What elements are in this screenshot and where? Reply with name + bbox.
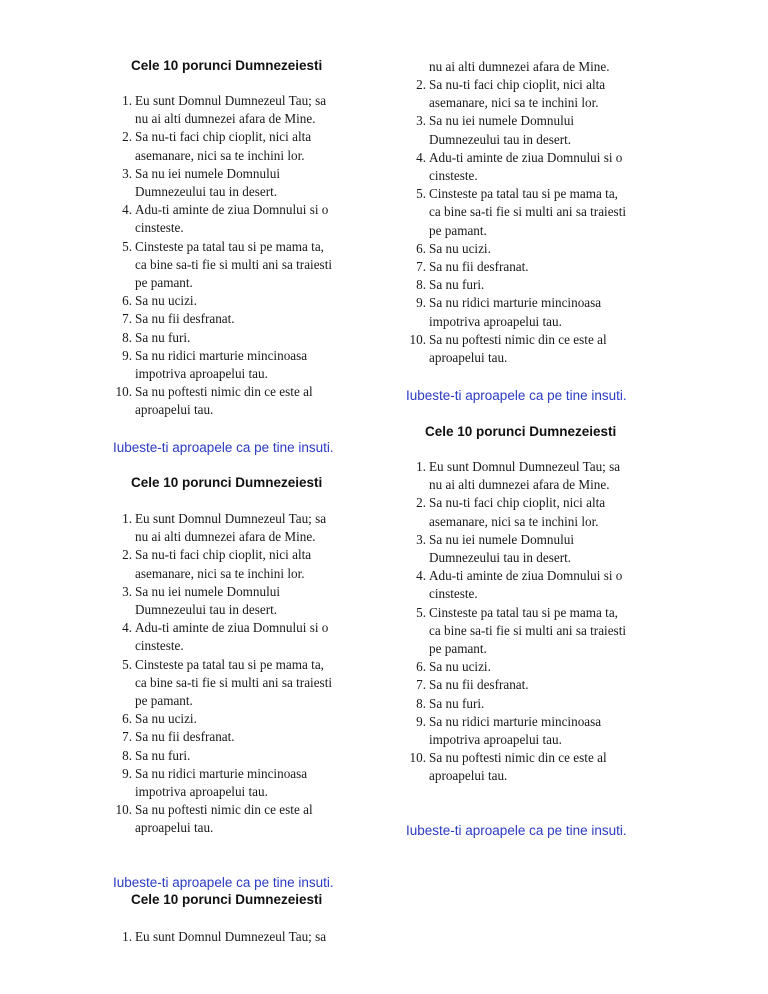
block3-list (114, 928, 370, 946)
right-block2-list (408, 458, 664, 786)
list-item: 4. Adu-ti aminte de ziua Domnului si o cinsteste. (122, 202, 329, 236)
block1-footer-link[interactable]: Iubeste-ti aproapele ca pe tine insuti. (113, 440, 334, 455)
list-item: 3. Sa nu iei numele Domnului Dumnezeului tau in desert. (122, 165, 281, 200)
block2-title: Cele 10 porunci Dumnezeiesti (131, 475, 323, 490)
list-item: 10. Sa nu poftesti nimic din ce este al aproapelui tau. (115, 802, 313, 836)
list-item: 9. Sa nu ridici marturie mincinoasa impotriva aproapelui tau. (122, 347, 308, 382)
list-item: 7. Sa nu fii desfranat. (122, 729, 235, 745)
list-item: 10. Sa nu poftesti nimic din ce este al aproapelui tau. (115, 384, 313, 418)
list-item: 5. Cinsteste pa tatal tau si pe mama ta, ca bine sa-ti fie si multi ani sa traiesti pe pamant. (122, 656, 333, 709)
list-item: 7. Sa nu fii desfranat. (416, 259, 529, 275)
list-item: 10. Sa nu poftesti nimic din ce este al aproapelui tau. (409, 750, 607, 784)
right-block2-title: Cele 10 porunci Dumnezeiesti (425, 424, 617, 439)
block2-list (114, 510, 370, 838)
list-item: 4. Adu-ti aminte de ziua Domnului si o cinsteste. (416, 149, 623, 184)
list-item: 2. Sa nu-ti faci chip cioplit, nici alta asemanare, nici sa te inchini lor. (416, 77, 606, 111)
list-item: 5. Cinsteste pa tatal tau si pe mama ta, ca bine sa-ti fie si multi ani sa traiesti pe pamant. (122, 238, 333, 291)
list-item: 8. Sa nu furi. (416, 695, 485, 711)
list-item: 9. Sa nu ridici marturie mincinoasa impotriva aproapelui tau. (416, 295, 602, 329)
list-item: 6. Sa nu ucizi. (122, 711, 197, 727)
list-item: 3. Sa nu iei numele Domnului Dumnezeului tau in desert. (122, 583, 281, 618)
list-item: 9. Sa nu ridici marturie mincinoasa impotriva aproapelui tau. (122, 765, 308, 800)
list-item: 1. Eu sunt Domnul Dumnezeul Tau; sa nu ai alti dumnezei afara de Mine. (122, 93, 327, 127)
right-block1-footer-link[interactable]: Iubeste-ti aproapele ca pe tine insuti. (406, 388, 627, 403)
list-item: 3. Sa nu iei numele Domnului Dumnezeului tau in desert. (416, 531, 575, 566)
list-item: 10. Sa nu poftesti nimic din ce este al aproapelui tau. (409, 331, 607, 366)
block1-list (114, 92, 370, 420)
list-item: 2. Sa nu-ti faci chip cioplit, nici alta asemanare, nici sa te inchini lor. (416, 495, 606, 529)
right-block2-footer-link[interactable]: Iubeste-ti aproapele ca pe tine insuti. (406, 823, 627, 838)
list-item: 1. Eu sunt Domnul Dumnezeul Tau; sa (122, 929, 327, 944)
list-item: 5. Cinsteste pa tatal tau si pe mama ta, ca bine sa-ti fie si multi ani sa traiesti pe pamant. (416, 604, 627, 657)
list-item: 3. Sa nu iei numele Domnului Dumnezeului tau in desert. (416, 113, 575, 147)
list-item: 8. Sa nu furi. (122, 747, 191, 763)
list-item: 6. Sa nu ucizi. (416, 240, 491, 256)
list-item: 9. Sa nu ridici marturie mincinoasa impotriva aproapelui tau. (416, 713, 602, 748)
right-block1-list (408, 76, 664, 367)
list-item: 4. Adu-ti aminte de ziua Domnului si o cinsteste. (416, 568, 623, 602)
top-right-fragment: nu ai alti dumnezei afara de Mine. (429, 59, 610, 74)
list-item: 7. Sa nu fii desfranat. (416, 677, 529, 693)
list-item: 1. Eu sunt Domnul Dumnezeul Tau; sa nu ai alti dumnezei afara de Mine. (416, 459, 621, 493)
list-item: 8. Sa nu furi. (122, 329, 191, 345)
list-item: 2. Sa nu-ti faci chip cioplit, nici alta asemanare, nici sa te inchini lor. (122, 129, 312, 163)
list-item: 6. Sa nu ucizi. (416, 659, 491, 675)
list-item: 2. Sa nu-ti faci chip cioplit, nici alta asemanare, nici sa te inchini lor. (122, 547, 312, 581)
list-item: 6. Sa nu ucizi. (122, 293, 197, 309)
block1-title: Cele 10 porunci Dumnezeiesti (131, 58, 323, 73)
list-item: 4. Adu-ti aminte de ziua Domnului si o cinsteste. (122, 620, 329, 654)
list-item: 5. Cinsteste pa tatal tau si pe mama ta, ca bine sa-ti fie si multi ani sa traiesti pe pamant. (416, 186, 627, 238)
list-item: 8. Sa nu furi. (416, 277, 485, 293)
list-item: 1. Eu sunt Domnul Dumnezeul Tau; sa nu ai alti dumnezei afara de Mine. (122, 511, 327, 545)
list-item: 7. Sa nu fii desfranat. (122, 311, 235, 327)
block3-title: Cele 10 porunci Dumnezeiesti (131, 892, 323, 907)
block2-footer-link[interactable]: Iubeste-ti aproapele ca pe tine insuti. (113, 875, 334, 890)
